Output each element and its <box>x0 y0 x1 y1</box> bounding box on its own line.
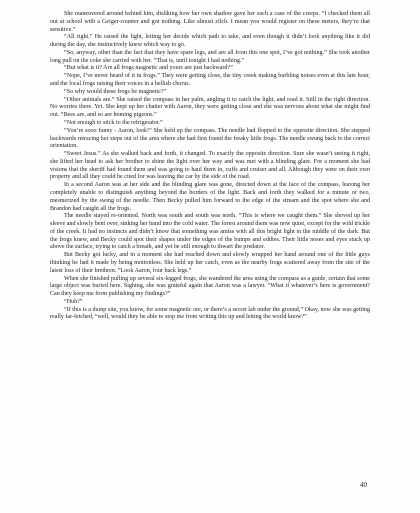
paragraph: “Huh?” <box>64 298 83 305</box>
paragraph: “Other animals are.” She raised the compass in her palm, angling it to catch the light, and read it. Still in the right direction. No worries there. Yet. She kept up her chatter with Aaron, they were getting close and she was nervous about what she might find out. “Bees are, and so are homing pigeons.” <box>50 96 370 119</box>
paragraph: “Sweet Jesus.” As she walked back and forth, it changed. To exactly the opposite direction. Sure she wasn’t seeing it right, she lifted her head to ask her brother to shine the light over her way and was met with a blinding glare. For a moment she had visions that the sheriff had found them and was going to haul them in, cuffs and cruiser and all. Although they were on their own property and all they could be cited for was leaving the car by the side of the road. <box>50 151 370 181</box>
paragraph: “Not enough to stick to the refrigerator.” <box>64 119 163 126</box>
body-text <box>50 11 370 322</box>
paragraph: “If this is a dump site, you know, for some magnetic ore, or there’s a secret lab under the ground,” Okay, now she was getting really far-fetched, “well, would they be able to stop me from writing this up and letting the world know?” <box>50 306 370 321</box>
page-number: 40 <box>360 481 367 489</box>
paragraph: She maneuvered around behind him, disliking how her own shadow gave her such a case of the creeps. “I checked them all out at school with a Geiger-counter and got nothing. Like almost zilch. I mean you would register on these meters, they’re that sensitive.” <box>50 11 370 33</box>
paragraph: When she finished pulling up several six-legged frogs, she wandered the area using the compass as a guide, certain that some large object was buried here. Sighing, she was grateful again that Aaron was a lawyer. “What if whatever’s here is government? Can they keep me from publishing my findings?” <box>50 275 370 298</box>
paragraph: The needle stayed re-oriented. North was south and south was north. “This is where we caught them.” She shoved up her sleeve and slowly bent over, sinking her hand into the cold water. The forest around them was now quiet, except for the wild trickle of the creek. It had no instincts and didn’t know that something was amiss with all this bright light in the middle of the dark. But the frogs knew, and Becky could spot their shapes under the edges of the bumps and eddies. Their little noses and eyes stuck up above the surface, trying to catch a breath, and yet be still enough to thwart the predator. <box>50 213 370 251</box>
paragraph: “You’re sooo funny - Aaron, look!” She held up the compass. The needle had flopped to the opposite direction. She stepped backwards retracing her steps out of the area where she had first found the freaky little frogs. The needle swung back to the correct orientation. <box>50 127 370 150</box>
paragraph: “But what is it? Are all frogs magnetic and yours are just backward?” <box>64 65 233 72</box>
paragraph: “So, anyway, other than the fact that they have spare legs, and are all from this one spot, I’ve got nothing.” She took another long pull on the coke she carried with her. “That is, until tonight I had nothing.” <box>50 49 370 64</box>
paragraph: In a second Aaron was at her side and the blinding glare was gone, directed down at the face of the compass, leaving her completely unable to distinguish anything beyond the borders of the light. Back and forth they walked for a minute or two, mesmerized by the swing of the needle. Then Becky pulled him forward to the edge of the stream and the spot where she and Brandon had caught all the frogs. <box>50 182 370 212</box>
paragraph: “So why would these frogs be magnetic?” <box>64 88 167 95</box>
paragraph: “All right.” He raised the light, letting her decide which path to take, and even though it didn’t look anything like it did during the day, she instinctively knew which way to go. <box>50 34 370 49</box>
paragraph: “Nope, I’ve never heard of it in frogs.” They were getting close, the tiny creek making burbling noises even at this late hour, and the local frogs raising their voices in a hellish chorus. <box>50 73 370 88</box>
paragraph: But Becky got lucky, and in a moment she had reached down and slowly wrapped her hand around one of the little guys thinking he had it made by being motionless. She held up her catch, even as the nearby frogs scattered away from the site of the latest loss of their brethren. “Look Aaron, four back legs.” <box>50 252 370 274</box>
